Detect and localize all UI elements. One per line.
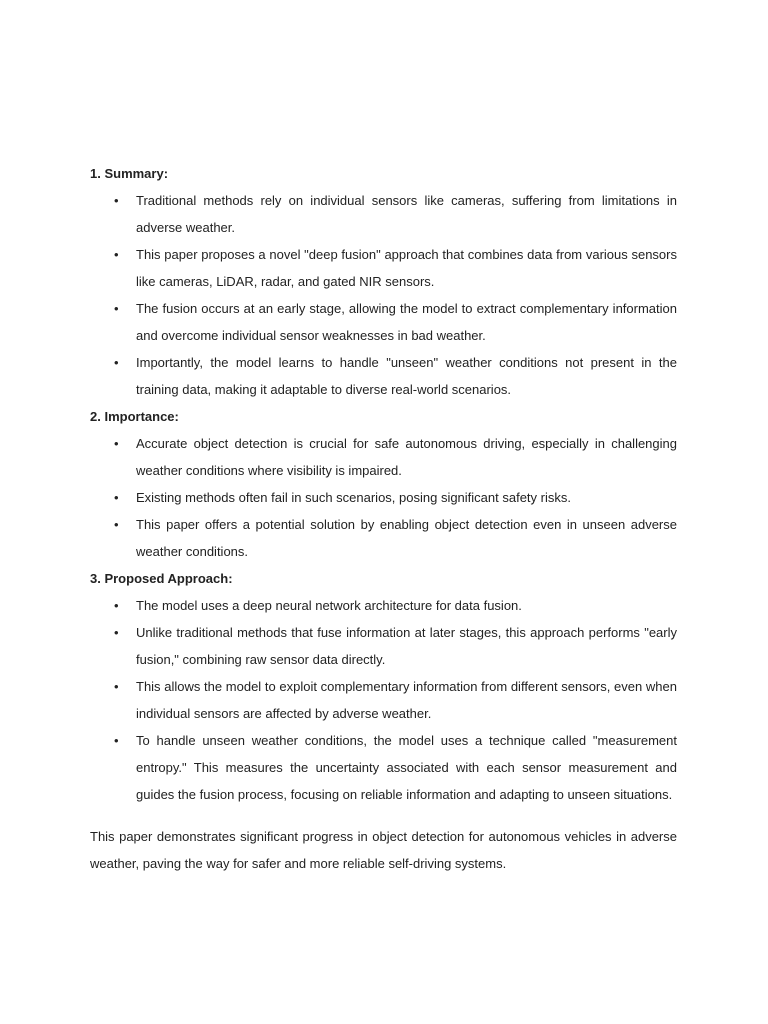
section-heading: 1. Summary:: [90, 166, 169, 181]
list-item: [90, 241, 677, 295]
bullet-icon: •: [114, 301, 119, 316]
list-item: [90, 430, 677, 484]
section-heading: 2. Importance:: [90, 409, 179, 424]
bullet-text: To handle unseen weather conditions, the model uses a technique called "measurement entropy." This measures the uncertainty associated with each sensor measurement and guides the fusion process, focusing on reliable information and adapting to unseen situations.: [136, 733, 677, 802]
list-item: [90, 619, 677, 673]
list-item: [90, 673, 677, 727]
bullet-text: This paper offers a potential solution by enabling object detection even in unseen adverse weather conditions.: [136, 517, 677, 559]
bullet-icon: •: [114, 679, 119, 694]
list-item: [90, 187, 677, 241]
bullet-text: Unlike traditional methods that fuse information at later stages, this approach performs "early fusion," combining raw sensor data directly.: [136, 625, 677, 667]
bullet-icon: •: [114, 490, 119, 505]
bullet-text: The fusion occurs at an early stage, allowing the model to extract complementary information and overcome individual sensor weaknesses in bad weather.: [136, 301, 677, 343]
section-proposed-approach: [90, 565, 677, 808]
conclusion-paragraph: This paper demonstrates significant progress in object detection for autonomous vehicles in adverse weather, paving the way for safer and more reliable self-driving systems.: [90, 829, 677, 871]
bullet-icon: •: [114, 517, 119, 532]
section-summary: [90, 160, 677, 403]
bullet-list: [90, 592, 677, 808]
list-item: [90, 484, 677, 511]
bullet-text: Importantly, the model learns to handle "unseen" weather conditions not present in the training data, making it adaptable to diverse real-world scenarios.: [136, 355, 677, 397]
document-page: [90, 160, 677, 890]
bullet-list: [90, 187, 677, 403]
bullet-text: Traditional methods rely on individual sensors like cameras, suffering from limitations in adverse weather.: [136, 193, 677, 235]
bullet-text: Accurate object detection is crucial for safe autonomous driving, especially in challenging weather conditions where visibility is impaired.: [136, 436, 677, 478]
list-item: [90, 511, 677, 565]
bullet-text: Existing methods often fail in such scenarios, posing significant safety risks.: [136, 490, 571, 505]
section-heading: 3. Proposed Approach:: [90, 571, 233, 586]
bullet-text: This paper proposes a novel "deep fusion" approach that combines data from various sensors like cameras, LiDAR, radar, and gated NIR sensors.: [136, 247, 677, 289]
section-importance: [90, 403, 677, 565]
bullet-icon: •: [114, 193, 119, 208]
bullet-icon: •: [114, 355, 119, 370]
bullet-icon: •: [114, 436, 119, 451]
bullet-icon: •: [114, 247, 119, 262]
bullet-text: This allows the model to exploit complementary information from different sensors, even when individual sensors are affected by adverse weather.: [136, 679, 677, 721]
bullet-icon: •: [114, 598, 119, 613]
bullet-icon: •: [114, 625, 119, 640]
list-item: [90, 592, 677, 619]
list-item: [90, 727, 677, 808]
bullet-text: The model uses a deep neural network architecture for data fusion.: [136, 598, 522, 613]
list-item: [90, 295, 677, 349]
bullet-icon: •: [114, 733, 119, 748]
bullet-list: [90, 430, 677, 565]
list-item: [90, 349, 677, 403]
